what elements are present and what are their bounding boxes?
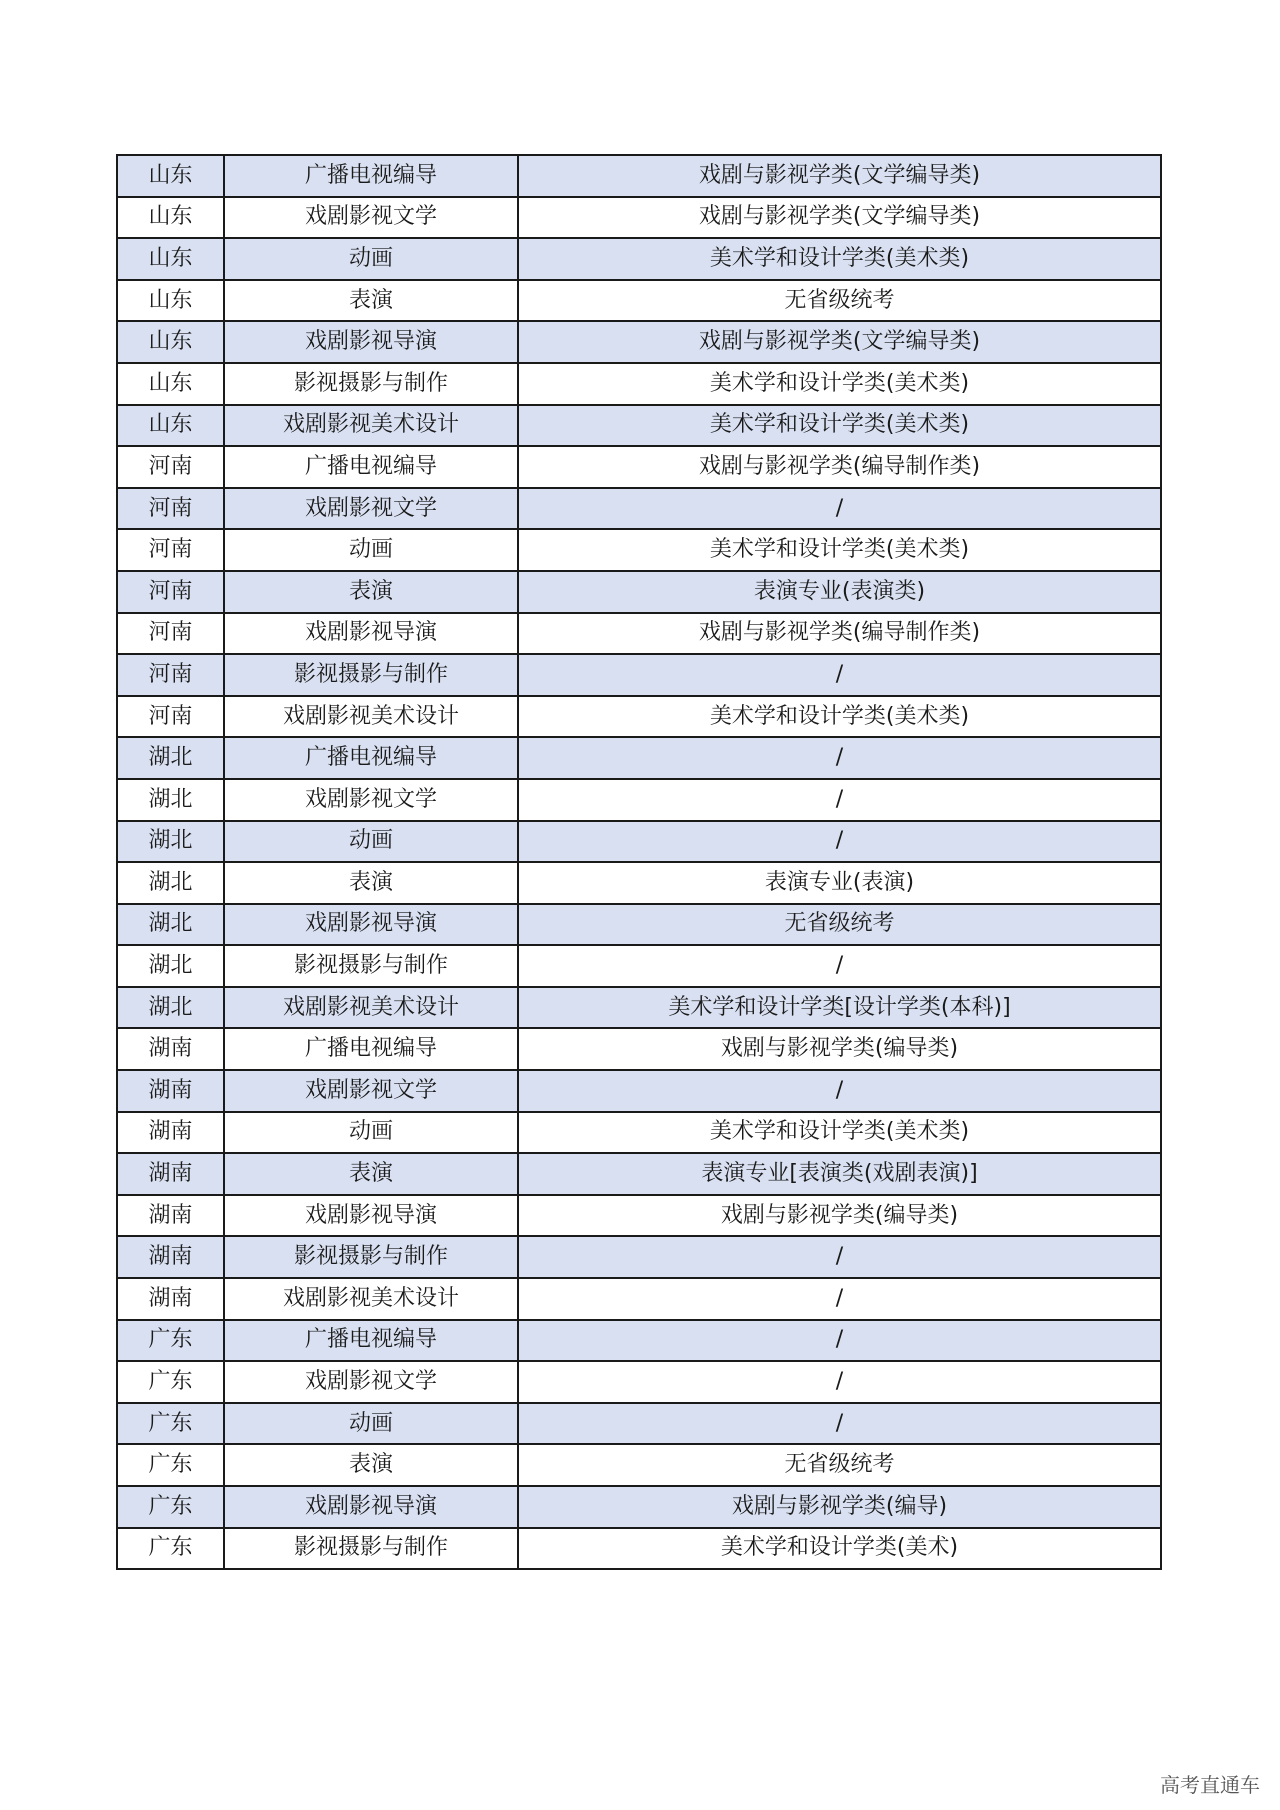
table-row: [117, 737, 1161, 779]
province-cell: 湖南: [117, 1236, 224, 1278]
major-cell: 影视摄影与制作: [224, 945, 518, 987]
province-cell: 湖南: [117, 1070, 224, 1112]
province-cell: 湖南: [117, 1278, 224, 1320]
exam-category-cell: /: [518, 1403, 1161, 1445]
table-row: [117, 904, 1161, 946]
exam-category-cell: /: [518, 1070, 1161, 1112]
major-cell: 动画: [224, 821, 518, 863]
province-cell: 湖南: [117, 1153, 224, 1195]
table-row: [117, 862, 1161, 904]
exam-category-cell: 美术学和设计学类(美术): [518, 1528, 1161, 1570]
table-row: [117, 488, 1161, 530]
major-cell: 表演: [224, 1444, 518, 1486]
exam-category-cell: 美术学和设计学类(美术类): [518, 696, 1161, 738]
exam-category-cell: 美术学和设计学类(美术类): [518, 238, 1161, 280]
table-row: [117, 696, 1161, 738]
major-cell: 动画: [224, 1112, 518, 1154]
major-cell: 动画: [224, 1403, 518, 1445]
province-cell: 广东: [117, 1320, 224, 1362]
province-cell: 湖北: [117, 779, 224, 821]
province-cell: 湖北: [117, 987, 224, 1029]
table-row: [117, 1028, 1161, 1070]
table-row: [117, 1320, 1161, 1362]
exam-category-cell: /: [518, 1361, 1161, 1403]
province-cell: 河南: [117, 613, 224, 655]
major-cell: 广播电视编导: [224, 446, 518, 488]
exam-category-cell: 无省级统考: [518, 1444, 1161, 1486]
table-row: [117, 1444, 1161, 1486]
province-cell: 山东: [117, 321, 224, 363]
table-row: [117, 654, 1161, 696]
table-row: [117, 779, 1161, 821]
exam-category-cell: 戏剧与影视学类(编导制作类): [518, 446, 1161, 488]
exam-category-cell: /: [518, 821, 1161, 863]
province-cell: 山东: [117, 405, 224, 447]
major-cell: 广播电视编导: [224, 1320, 518, 1362]
table-row: [117, 571, 1161, 613]
table-row: [117, 613, 1161, 655]
major-cell: 戏剧影视美术设计: [224, 405, 518, 447]
exam-category-cell: 戏剧与影视学类(文学编导类): [518, 197, 1161, 239]
exam-category-cell: /: [518, 945, 1161, 987]
exam-category-cell: /: [518, 1236, 1161, 1278]
major-cell: 戏剧影视导演: [224, 904, 518, 946]
table-row: [117, 280, 1161, 322]
province-cell: 湖北: [117, 821, 224, 863]
province-cell: 广东: [117, 1361, 224, 1403]
major-cell: 戏剧影视文学: [224, 488, 518, 530]
exam-category-cell: 戏剧与影视学类(编导制作类): [518, 613, 1161, 655]
table-row: [117, 405, 1161, 447]
table-row: [117, 1361, 1161, 1403]
province-cell: 山东: [117, 155, 224, 197]
province-cell: 河南: [117, 446, 224, 488]
table-row: [117, 321, 1161, 363]
major-cell: 戏剧影视美术设计: [224, 987, 518, 1029]
table-row: [117, 1403, 1161, 1445]
table-body: [117, 155, 1161, 1569]
exam-category-table-container: [116, 154, 1160, 1570]
exam-category-cell: 无省级统考: [518, 280, 1161, 322]
major-cell: 广播电视编导: [224, 155, 518, 197]
province-cell: 广东: [117, 1486, 224, 1528]
major-cell: 表演: [224, 280, 518, 322]
table-row: [117, 1236, 1161, 1278]
province-cell: 山东: [117, 280, 224, 322]
province-cell: 山东: [117, 363, 224, 405]
table-row: [117, 238, 1161, 280]
exam-category-cell: /: [518, 654, 1161, 696]
table-row: [117, 1153, 1161, 1195]
province-cell: 湖北: [117, 862, 224, 904]
major-cell: 影视摄影与制作: [224, 1528, 518, 1570]
table-row: [117, 1528, 1161, 1570]
major-cell: 影视摄影与制作: [224, 654, 518, 696]
major-cell: 戏剧影视导演: [224, 613, 518, 655]
province-cell: 湖南: [117, 1195, 224, 1237]
exam-category-cell: 表演专业[表演类(戏剧表演)]: [518, 1153, 1161, 1195]
major-cell: 戏剧影视美术设计: [224, 1278, 518, 1320]
major-cell: 戏剧影视导演: [224, 321, 518, 363]
exam-category-cell: 无省级统考: [518, 904, 1161, 946]
exam-category-cell: 表演专业(表演类): [518, 571, 1161, 613]
major-cell: 动画: [224, 529, 518, 571]
table-row: [117, 363, 1161, 405]
major-cell: 戏剧影视文学: [224, 1361, 518, 1403]
province-cell: 河南: [117, 571, 224, 613]
major-cell: 戏剧影视文学: [224, 779, 518, 821]
province-cell: 湖南: [117, 1028, 224, 1070]
table-row: [117, 1278, 1161, 1320]
table-row: [117, 945, 1161, 987]
exam-category-table: [116, 154, 1162, 1570]
major-cell: 表演: [224, 862, 518, 904]
exam-category-cell: /: [518, 779, 1161, 821]
exam-category-cell: 美术学和设计学类(美术类): [518, 363, 1161, 405]
table-row: [117, 1070, 1161, 1112]
exam-category-cell: 美术学和设计学类(美术类): [518, 405, 1161, 447]
table-row: [117, 1486, 1161, 1528]
province-cell: 湖北: [117, 904, 224, 946]
major-cell: 戏剧影视文学: [224, 197, 518, 239]
major-cell: 戏剧影视美术设计: [224, 696, 518, 738]
exam-category-cell: 戏剧与影视学类(编导类): [518, 1195, 1161, 1237]
table-row: [117, 197, 1161, 239]
major-cell: 戏剧影视导演: [224, 1486, 518, 1528]
major-cell: 广播电视编导: [224, 737, 518, 779]
exam-category-cell: /: [518, 737, 1161, 779]
major-cell: 表演: [224, 1153, 518, 1195]
watermark-text: 高考直通车: [1160, 1773, 1260, 1797]
exam-category-cell: 美术学和设计学类(美术类): [518, 529, 1161, 571]
province-cell: 湖北: [117, 945, 224, 987]
exam-category-cell: 表演专业(表演): [518, 862, 1161, 904]
province-cell: 山东: [117, 238, 224, 280]
table-row: [117, 446, 1161, 488]
exam-category-cell: 戏剧与影视学类(文学编导类): [518, 321, 1161, 363]
province-cell: 河南: [117, 696, 224, 738]
exam-category-cell: /: [518, 488, 1161, 530]
major-cell: 广播电视编导: [224, 1028, 518, 1070]
exam-category-cell: 美术学和设计学类[设计学类(本科)]: [518, 987, 1161, 1029]
major-cell: 戏剧影视导演: [224, 1195, 518, 1237]
exam-category-cell: 戏剧与影视学类(文学编导类): [518, 155, 1161, 197]
table-row: [117, 1195, 1161, 1237]
province-cell: 湖北: [117, 737, 224, 779]
exam-category-cell: 戏剧与影视学类(编导类): [518, 1028, 1161, 1070]
exam-category-cell: /: [518, 1278, 1161, 1320]
table-row: [117, 821, 1161, 863]
province-cell: 湖南: [117, 1112, 224, 1154]
province-cell: 河南: [117, 654, 224, 696]
table-row: [117, 529, 1161, 571]
major-cell: 影视摄影与制作: [224, 363, 518, 405]
province-cell: 广东: [117, 1403, 224, 1445]
exam-category-cell: 美术学和设计学类(美术类): [518, 1112, 1161, 1154]
exam-category-cell: 戏剧与影视学类(编导): [518, 1486, 1161, 1528]
exam-category-cell: /: [518, 1320, 1161, 1362]
province-cell: 河南: [117, 488, 224, 530]
table-row: [117, 987, 1161, 1029]
province-cell: 河南: [117, 529, 224, 571]
table-row: [117, 155, 1161, 197]
major-cell: 表演: [224, 571, 518, 613]
table-row: [117, 1112, 1161, 1154]
major-cell: 影视摄影与制作: [224, 1236, 518, 1278]
province-cell: 广东: [117, 1444, 224, 1486]
province-cell: 山东: [117, 197, 224, 239]
major-cell: 戏剧影视文学: [224, 1070, 518, 1112]
major-cell: 动画: [224, 238, 518, 280]
province-cell: 广东: [117, 1528, 224, 1570]
